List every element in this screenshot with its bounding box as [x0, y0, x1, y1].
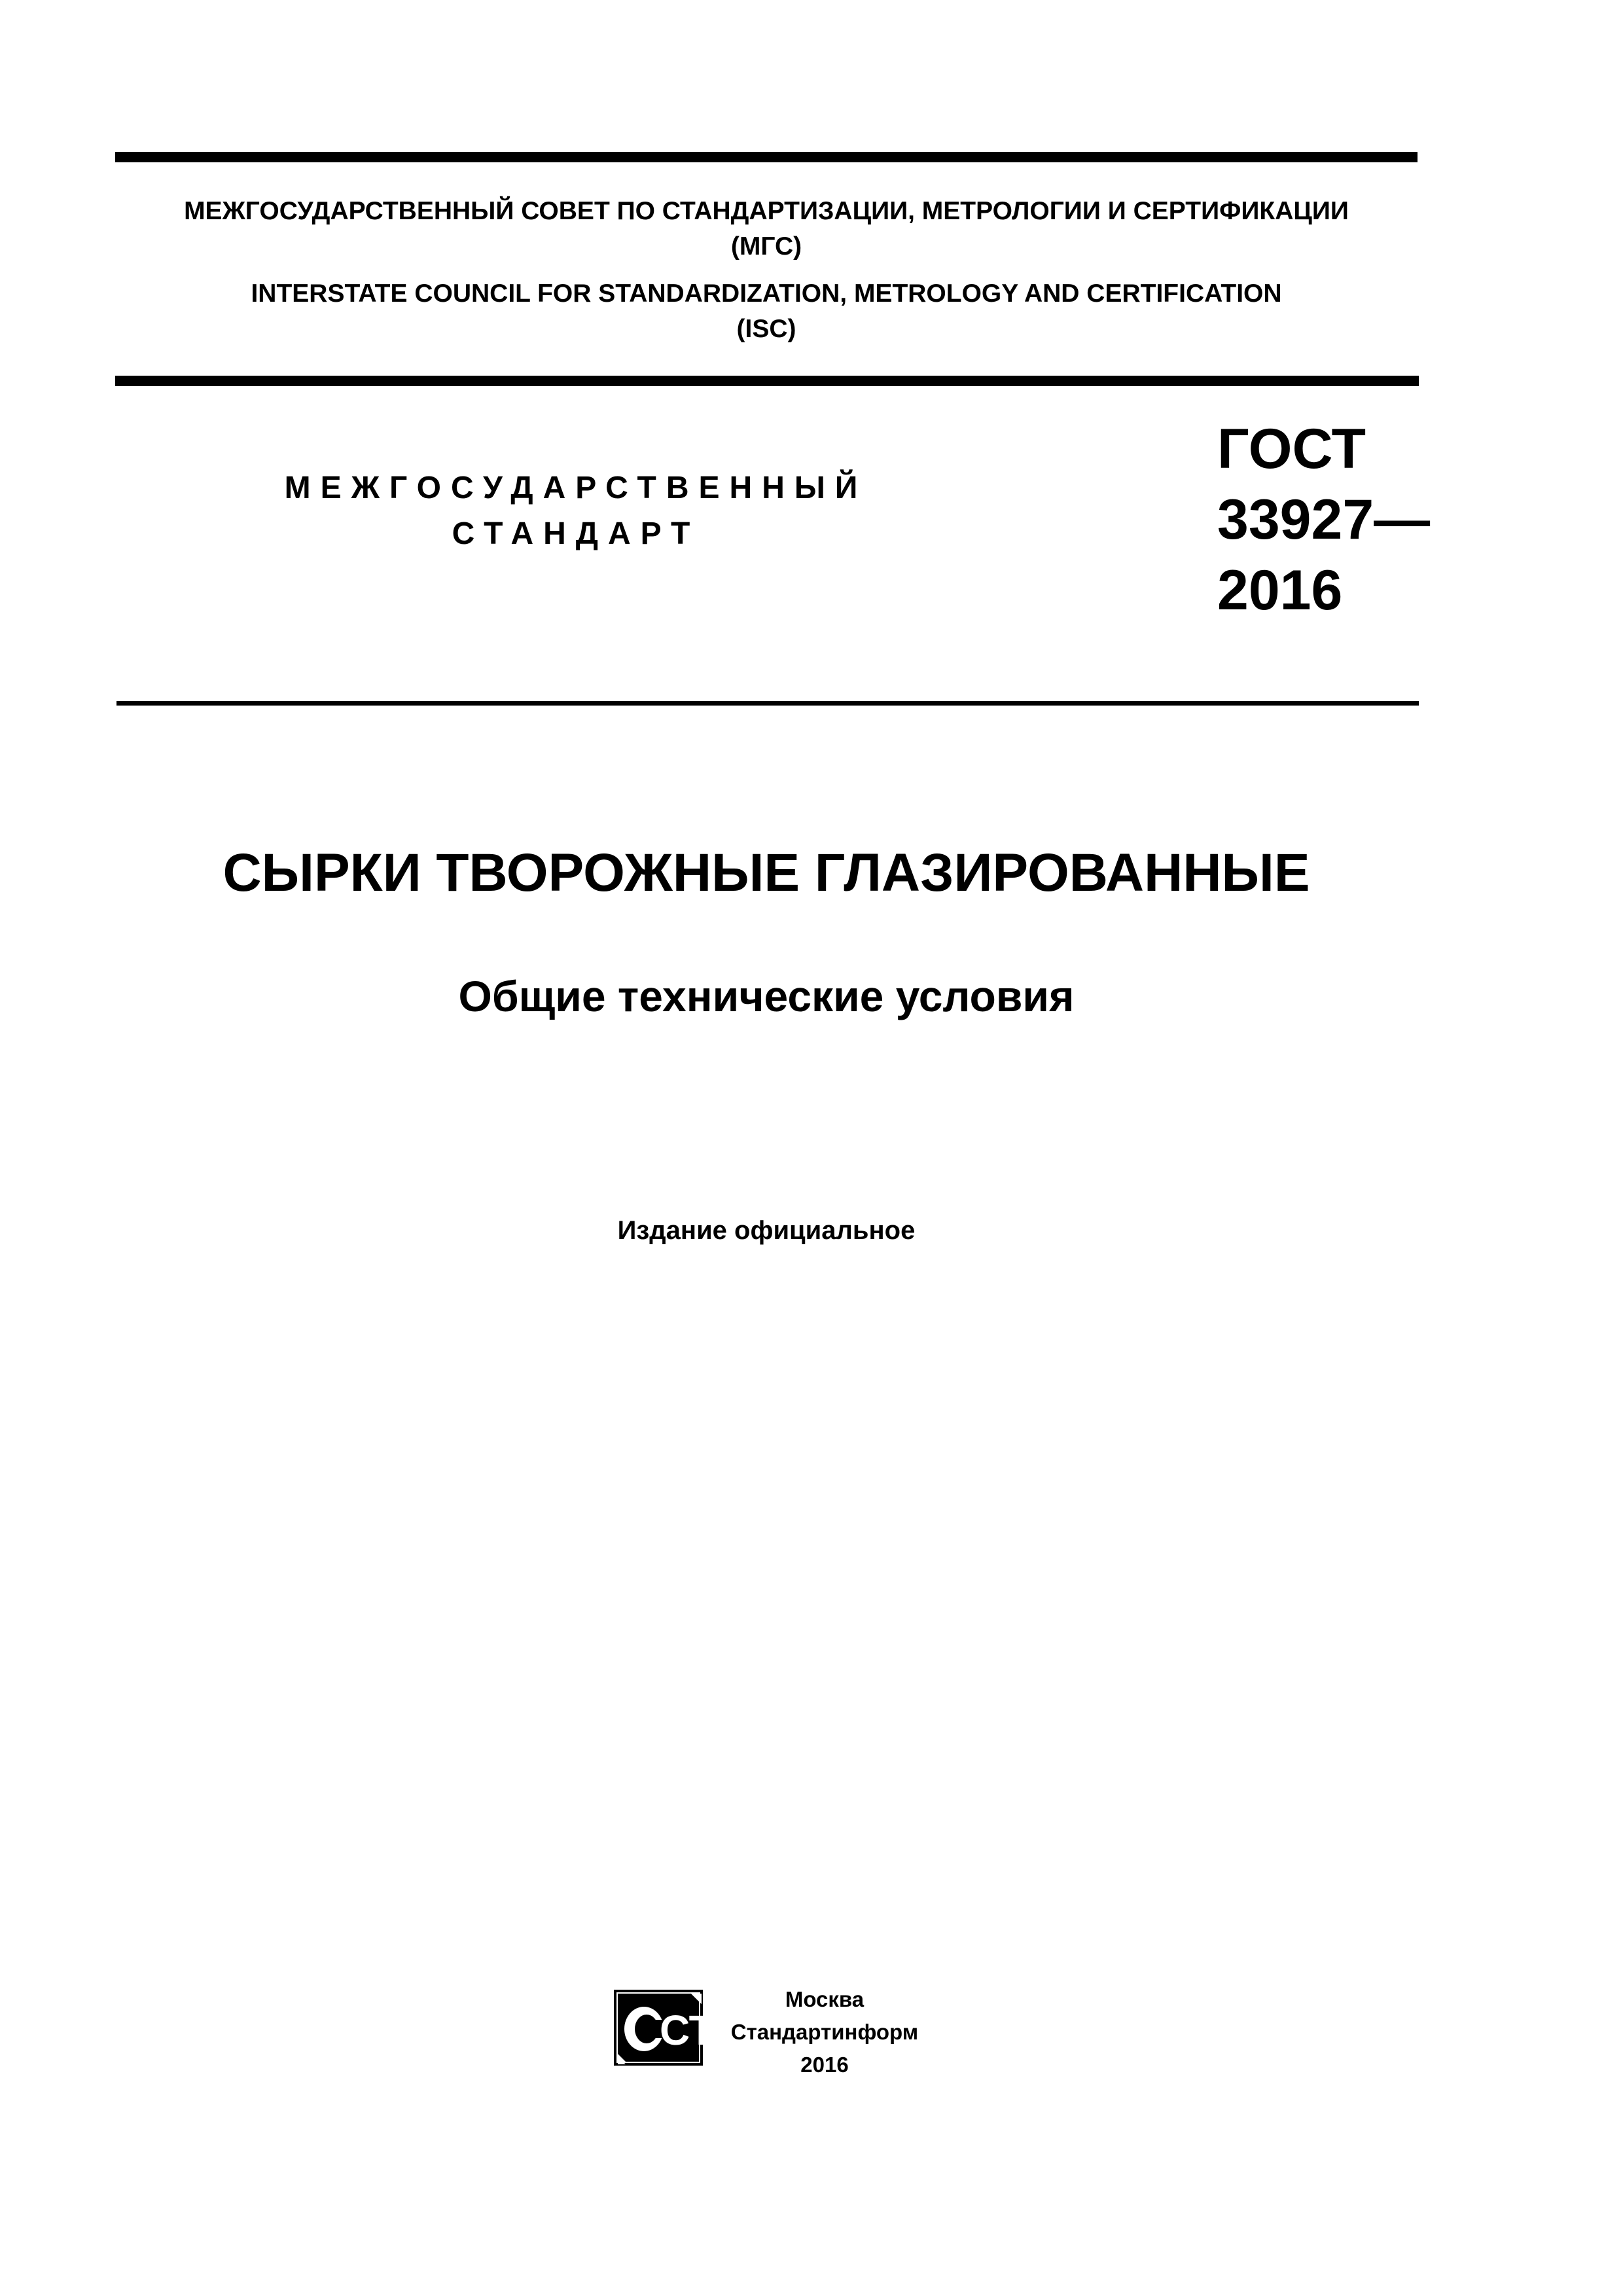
council-name-ru: [115, 194, 1418, 264]
council-name-en-text: INTERSTATE COUNCIL FOR STANDARDIZATION, METROLOGY AND CERTIFICATION: [251, 279, 1282, 308]
designation-line2: 33927—: [1217, 488, 1431, 551]
designation-line1: ГОСТ: [1217, 418, 1366, 480]
publisher-name: Стандартинформ: [730, 2020, 919, 2044]
council-name-en: [115, 276, 1418, 347]
document-title: СЫРКИ ТВОРОЖНЫЕ ГЛАЗИРОВАННЫЕ: [223, 843, 1310, 903]
council-name-ru-text: МЕЖГОСУДАРСТВЕННЫЙ СОВЕТ ПО СТАНДАРТИЗАЦИИ, МЕТРОЛОГИИ И СЕРТИФИКАЦИИ: [184, 197, 1349, 225]
header-divider: [115, 376, 1419, 386]
edition-note: Издание официальное: [617, 1216, 916, 1245]
designation-line3: 2016: [1217, 559, 1343, 622]
council-abbr-ru: (МГС): [730, 232, 802, 260]
publisher-imprint: [713, 1983, 936, 2081]
logo-letters: СТИ: [660, 2007, 745, 2054]
standard-kind-line2: СТАНДАРТ: [452, 516, 700, 551]
standard-kind-line1: МЕЖГОСУДАРСТВЕННЫЙ: [284, 471, 868, 505]
document-subtitle: Общие технические условия: [458, 972, 1075, 1020]
standard-designation: [1217, 414, 1430, 626]
council-abbr-en: (ISC): [736, 315, 796, 343]
standartinform-logo-icon: [614, 1990, 745, 2071]
designation-divider: [116, 701, 1419, 706]
publisher-city: Москва: [785, 1987, 865, 2011]
standard-kind: [249, 465, 903, 557]
top-divider: [115, 152, 1418, 162]
publication-year: 2016: [800, 2053, 849, 2077]
